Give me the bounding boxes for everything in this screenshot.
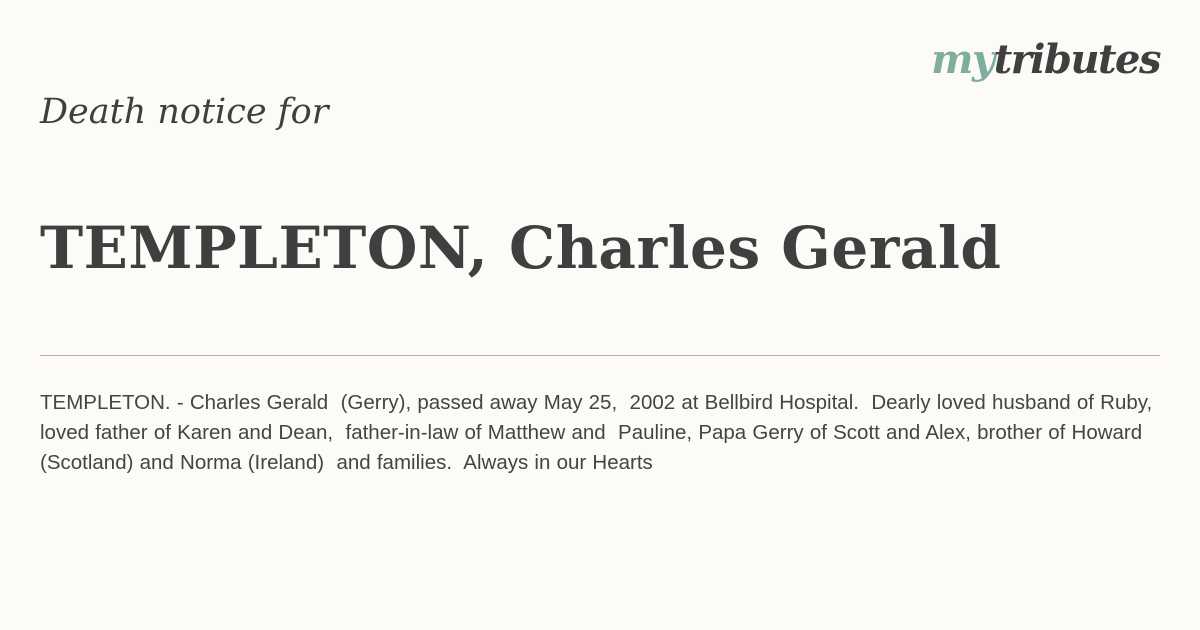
notice-label: Death notice for [40, 92, 329, 132]
notice-body: TEMPLETON. - Charles Gerald (Gerry), passed away May 25, 2002 at Bellbird Hospital. Dearly loved husband of Ruby, loved father of Karen and Dean, father-in-law of Matthew and Pauline, Papa Gerry of Scott and Alex, brother of Howard (Scotland) and Norma (Ireland) and families. Always in our Hearts [40, 391, 1165, 474]
logo-text-tributes: tributes [993, 36, 1160, 83]
divider [40, 355, 1160, 356]
deceased-name: TEMPLETON, Charles Gerald [40, 214, 1002, 282]
logo-text-my: my [931, 36, 994, 83]
mytributes-logo[interactable] [931, 36, 1160, 84]
